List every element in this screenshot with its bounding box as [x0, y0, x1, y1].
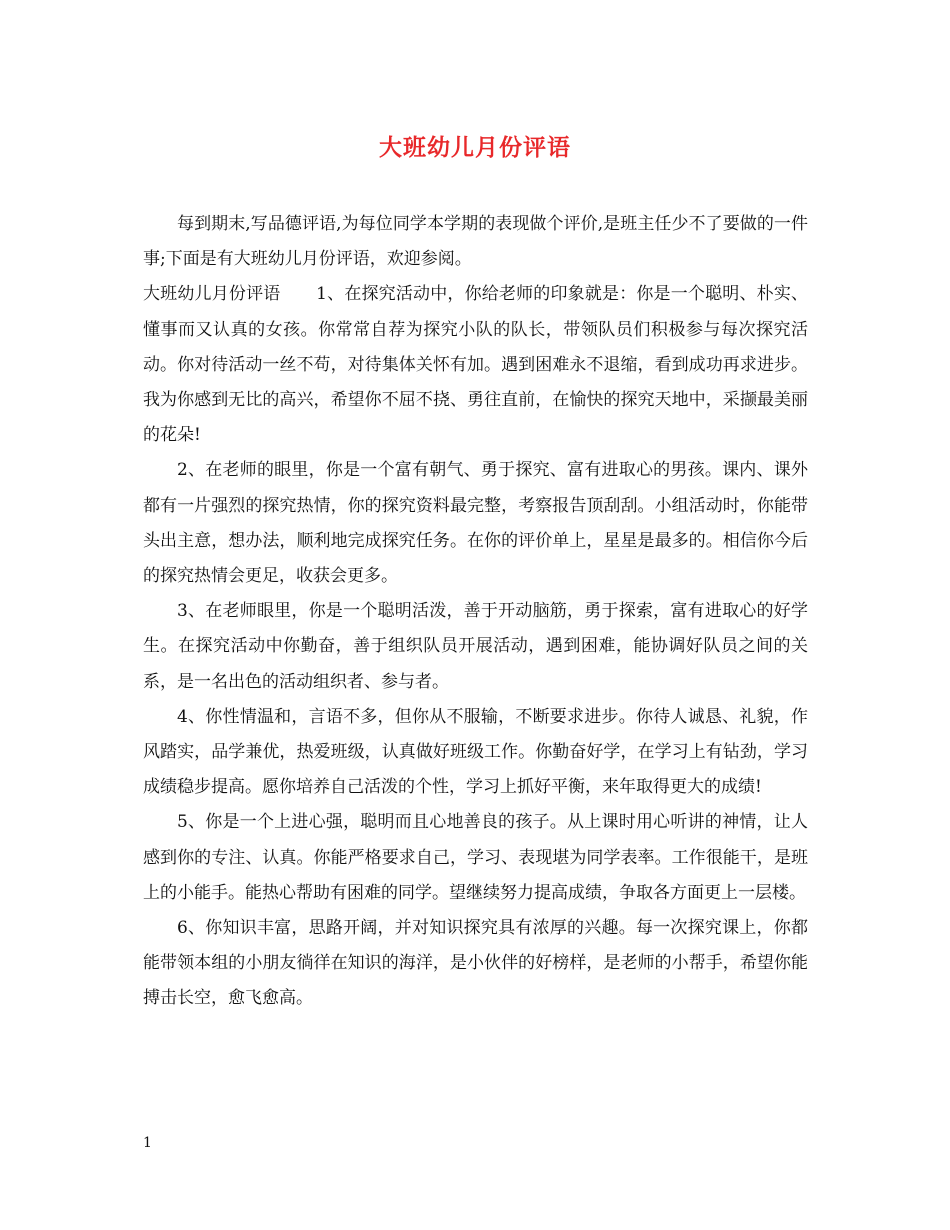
comment-paragraph-2: 2、在老师的眼里，你是一个富有朝气、勇于探究、富有进取心的男孩。课内、课外都有一片强烈的探究热情，你的探究资料最完整，考察报告顶刮刮。小组活动时，你能带头出主意，想办法，顺利地完成探究任务。在你的评价单上，星星是最多的。相信你今后的探究热情会更足，收获会更多。 [143, 460, 808, 587]
page-title: 大班幼儿月份评语 [379, 134, 571, 161]
document-body [143, 207, 808, 1017]
comment-paragraph-4: 4、你性情温和，言语不多，但你从不服输，不断要求进步。你待人诚恳、礼貌，作风踏实，品学兼优，热爱班级，认真做好班级工作。你勤奋好学，在学习上有钻劲，学习成绩稳步提高。愿你培养自己活泼的个性，学习上抓好平衡，来年取得更大的成绩! [143, 706, 808, 798]
section-heading: 大班幼儿月份评语 [143, 284, 281, 305]
comment-paragraph-5: 5、你是一个上进心强，聪明而且心地善良的孩子。从上课时用心听讲的神情，让人感到你的专注、认真。你能严格要求自己，学习、表现堪为同学表率。工作很能干，是班上的小能手。能热心帮助有困难的同学。望继续努力提高成绩，争取各方面更上一层楼。 [143, 812, 808, 903]
comment-paragraph-3: 3、在老师眼里，你是一个聪明活泼，善于开动脑筋，勇于探索，富有进取心的好学生。在探究活动中你勤奋，善于组织队员开展活动，遇到困难，能协调好队员之间的关系，是一名出色的活动组织者、参与者。 [143, 601, 808, 692]
comment-paragraph-6: 6、你知识丰富，思路开阔，并对知识探究具有浓厚的兴趣。每一次探究课上，你都能带领本组的小朋友徜徉在知识的海洋，是小伙伴的好榜样，是老师的小帮手，希望你能搏击长空，愈飞愈高。 [143, 918, 808, 1009]
intro-paragraph: 每到期末,写品德评语,为每位同学本学期的表现做个评价,是班主任少不了要做的一件事;下面是有大班幼儿月份评语，欢迎参阅。 [143, 214, 808, 270]
page-number: 1 [143, 1135, 152, 1151]
comment-text-1: 1、在探究活动中，你给老师的印象就是：你是一个聪明、朴实、懂事而又认真的女孩。你常常自荐为探究小队的队长，带领队员们积极参与每次探究活动。你对待活动一丝不苟，对待集体关怀有加。遇到困难永不退缩，看到成功再求进步。我为你感到无比的高兴，希望你不屈不挠、勇往直前，在愉快的探究天地中，采撷最美丽的花朵! [143, 284, 808, 446]
first-comment-paragraph [143, 277, 808, 453]
